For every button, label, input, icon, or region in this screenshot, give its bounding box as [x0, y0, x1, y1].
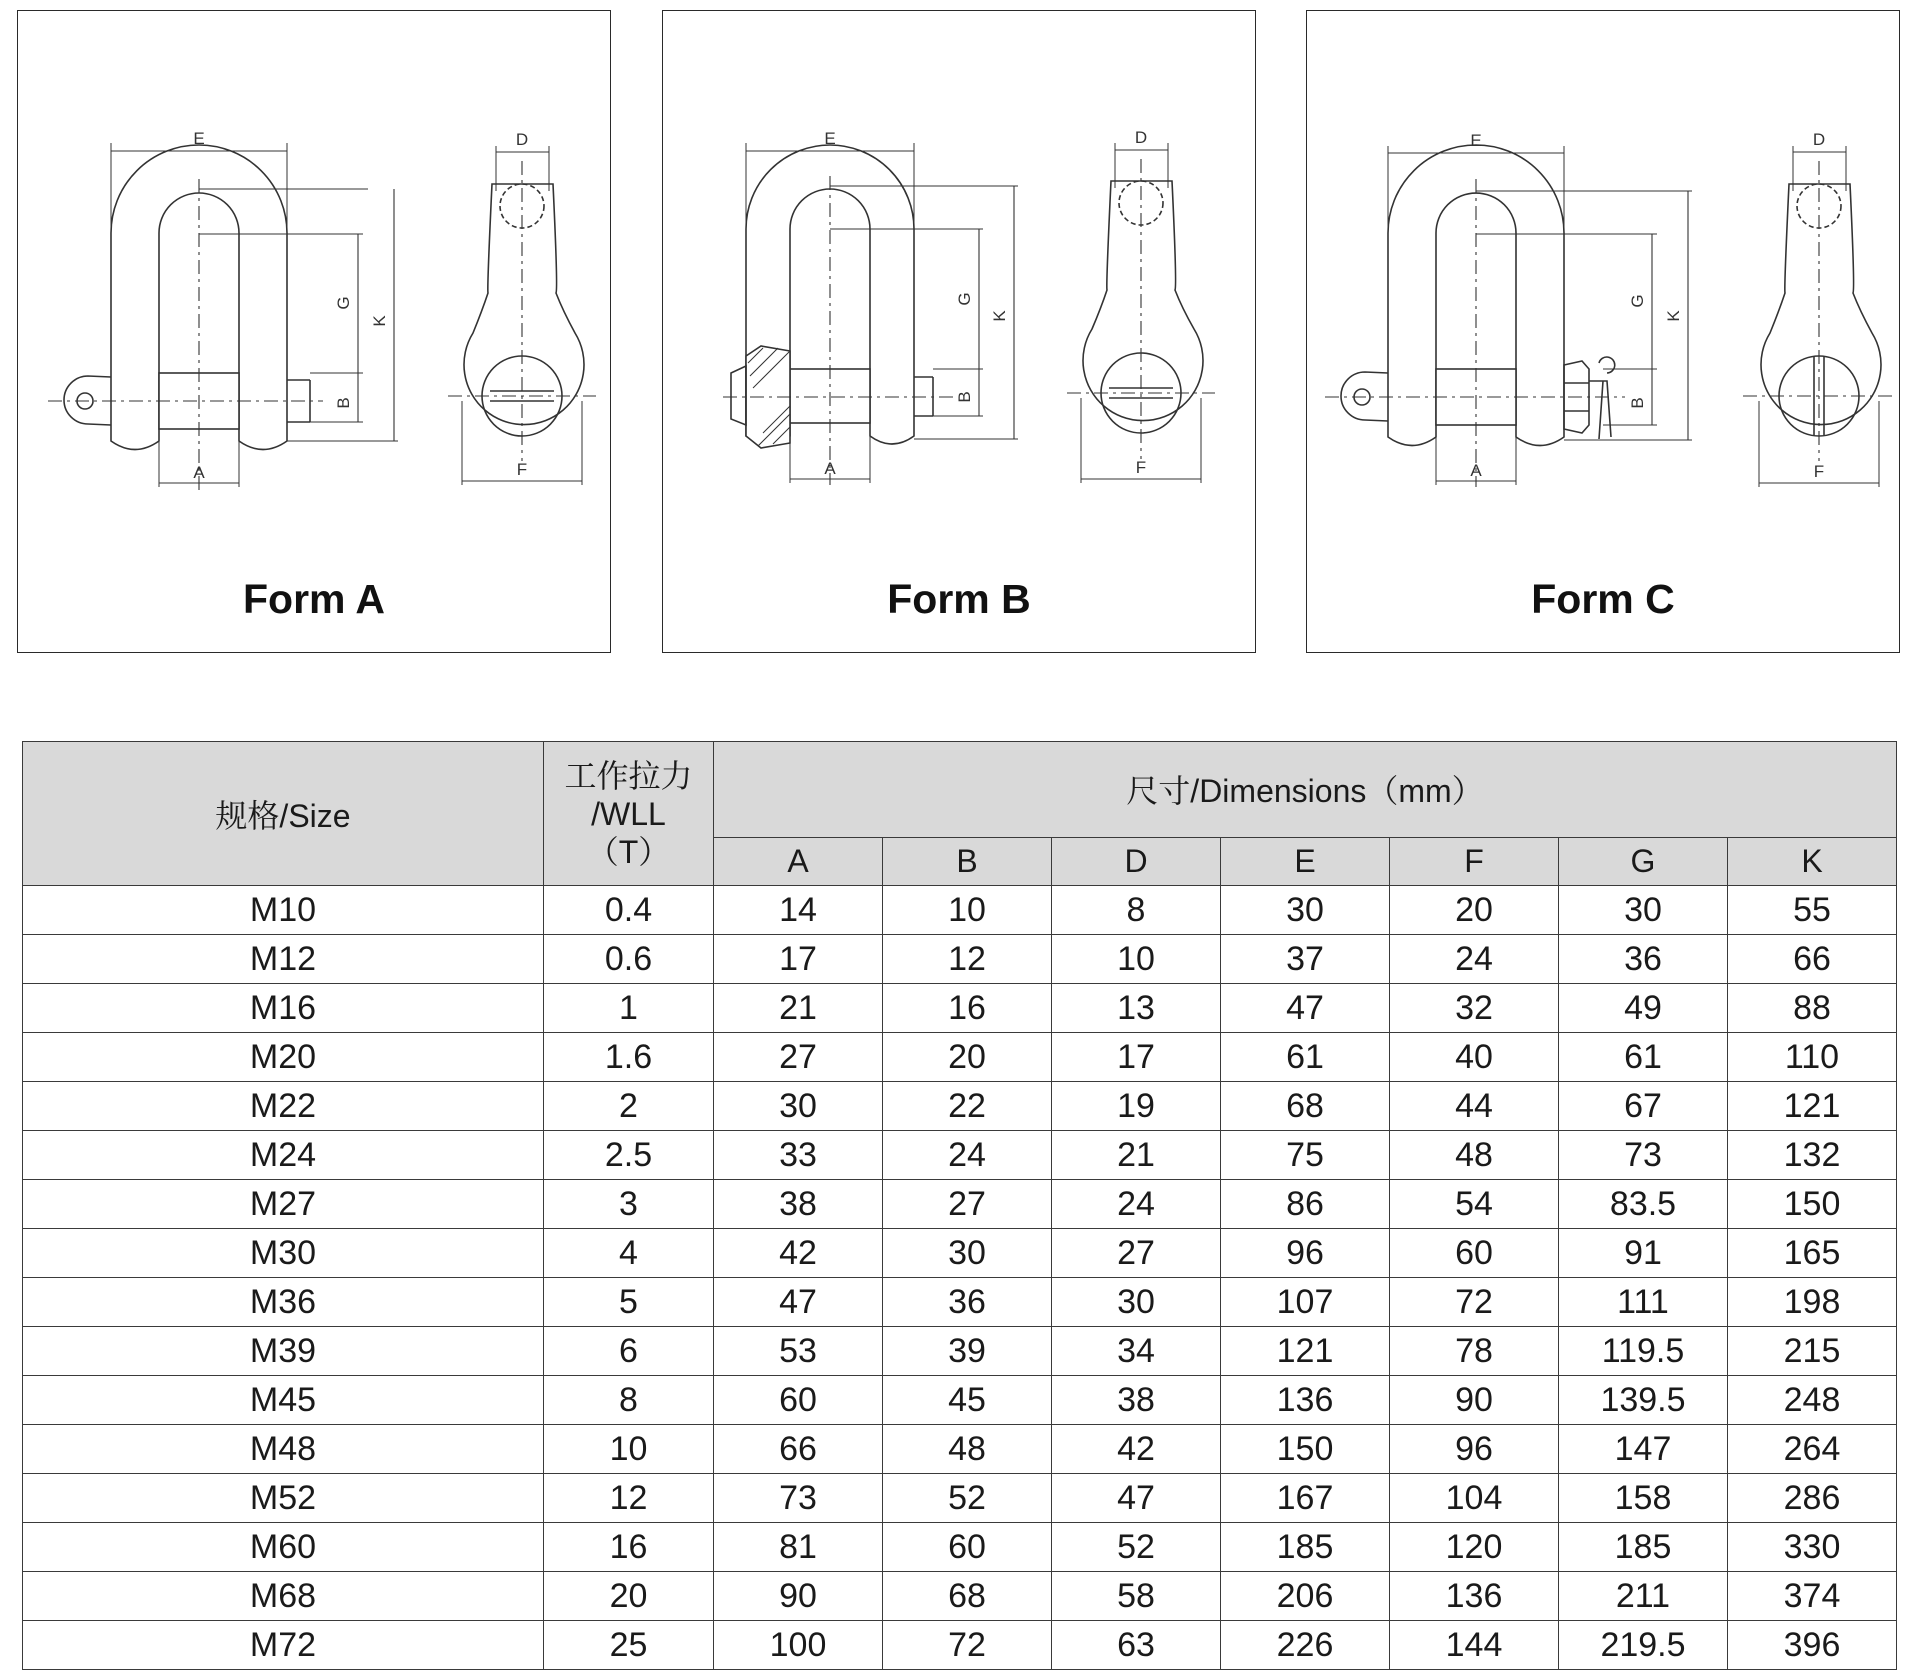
dimension-cell: 47 — [714, 1278, 883, 1327]
dimension-cell: 136 — [1390, 1572, 1559, 1621]
dim-label-b: B — [334, 397, 353, 409]
dimension-cell: 211 — [1559, 1572, 1728, 1621]
dimension-cell: 119.5 — [1559, 1327, 1728, 1376]
dimension-cell: 72 — [883, 1621, 1052, 1670]
dimension-cell: 48 — [883, 1425, 1052, 1474]
size-cell: M36 — [23, 1278, 544, 1327]
dimension-cell: 226 — [1221, 1621, 1390, 1670]
column-header-f: F — [1390, 837, 1559, 885]
size-cell: M24 — [23, 1131, 544, 1180]
dimension-cell: 20 — [1390, 886, 1559, 935]
dim-label-b: B — [1628, 397, 1647, 409]
dimension-cell: 27 — [883, 1180, 1052, 1229]
dimension-cell: 147 — [1559, 1425, 1728, 1474]
dimension-cell: 44 — [1390, 1082, 1559, 1131]
dimension-cell: 330 — [1728, 1523, 1897, 1572]
header-wll-line1: 工作拉力 — [564, 757, 693, 794]
table-row — [23, 1033, 1897, 1082]
dimension-cell: 45 — [883, 1376, 1052, 1425]
dimension-cell: 60 — [1390, 1229, 1559, 1278]
column-header-g: G — [1559, 837, 1728, 885]
dimension-cell: 66 — [714, 1425, 883, 1474]
wll-value-cell: 1.6 — [544, 1033, 714, 1082]
dim-label-b: B — [955, 391, 974, 403]
dimension-cell: 42 — [714, 1229, 883, 1278]
dimension-cell: 90 — [1390, 1376, 1559, 1425]
dimension-cell: 104 — [1390, 1474, 1559, 1523]
dimension-cell: 22 — [883, 1082, 1052, 1131]
table-row — [23, 1621, 1897, 1670]
header-dimensions: 尺寸/Dimensions（mm） — [714, 742, 1897, 838]
size-cell: M20 — [23, 1033, 544, 1082]
dim-label-a: A — [824, 459, 836, 478]
dimension-cell: 86 — [1221, 1180, 1390, 1229]
dimension-cell: 396 — [1728, 1621, 1897, 1670]
dimension-cell: 374 — [1728, 1572, 1897, 1621]
form-b-panel — [662, 10, 1256, 653]
dimension-cell: 21 — [1052, 1131, 1221, 1180]
form-b-title: Form B — [887, 576, 1031, 622]
dimension-cell: 121 — [1728, 1082, 1897, 1131]
dimension-cell: 34 — [1052, 1327, 1221, 1376]
form-c-title: Form C — [1531, 576, 1675, 622]
form-b-drawing — [663, 11, 1257, 654]
dimension-cell: 27 — [714, 1033, 883, 1082]
dimension-cell: 150 — [1221, 1425, 1390, 1474]
dimension-cell: 27 — [1052, 1229, 1221, 1278]
dim-label-k: K — [1664, 310, 1683, 322]
wll-value-cell: 16 — [544, 1523, 714, 1572]
dim-label-a: A — [193, 463, 205, 482]
wll-value-cell: 10 — [544, 1425, 714, 1474]
size-cell: M45 — [23, 1376, 544, 1425]
table-row — [23, 1180, 1897, 1229]
dimension-cell: 8 — [1052, 886, 1221, 935]
dimension-cell: 52 — [883, 1474, 1052, 1523]
size-cell: M52 — [23, 1474, 544, 1523]
side-view-outline — [1083, 181, 1203, 421]
form-a-drawing — [18, 11, 612, 654]
table-row — [23, 886, 1897, 935]
dim-label-k: K — [990, 310, 1009, 322]
dim-label-e: E — [1470, 131, 1482, 150]
dimension-cell: 68 — [1221, 1082, 1390, 1131]
dimension-cell: 60 — [883, 1523, 1052, 1572]
dimension-cell: 30 — [883, 1229, 1052, 1278]
dimension-cell: 90 — [714, 1572, 883, 1621]
table-row — [23, 1131, 1897, 1180]
dimension-cell: 49 — [1559, 984, 1728, 1033]
dim-label-e: E — [824, 129, 836, 148]
wll-value-cell: 2 — [544, 1082, 714, 1131]
dimension-cell: 219.5 — [1559, 1621, 1728, 1670]
wll-value-cell: 1 — [544, 984, 714, 1033]
dimension-cell: 53 — [714, 1327, 883, 1376]
size-cell: M68 — [23, 1572, 544, 1621]
size-cell: M48 — [23, 1425, 544, 1474]
dimension-cell: 110 — [1728, 1033, 1897, 1082]
dim-label-d: D — [515, 130, 529, 149]
size-cell: M27 — [23, 1180, 544, 1229]
dimension-cell: 264 — [1728, 1425, 1897, 1474]
dimension-cell: 12 — [883, 935, 1052, 984]
dimension-cell: 165 — [1728, 1229, 1897, 1278]
wll-value-cell: 2.5 — [544, 1131, 714, 1180]
size-cell: M16 — [23, 984, 544, 1033]
table-row — [23, 1425, 1897, 1474]
dim-label-d: D — [1812, 130, 1826, 149]
dimension-cell: 33 — [714, 1131, 883, 1180]
dimension-cell: 91 — [1559, 1229, 1728, 1278]
wll-value-cell: 25 — [544, 1621, 714, 1670]
dimension-cell: 19 — [1052, 1082, 1221, 1131]
table-row — [23, 1229, 1897, 1278]
dim-label-g: G — [1628, 294, 1647, 308]
dimension-cell: 68 — [883, 1572, 1052, 1621]
dimension-cell: 42 — [1052, 1425, 1221, 1474]
dimension-cell: 58 — [1052, 1572, 1221, 1621]
dim-label-d: D — [1134, 128, 1148, 147]
dimension-cell: 100 — [714, 1621, 883, 1670]
dimension-cell: 75 — [1221, 1131, 1390, 1180]
size-cell: M39 — [23, 1327, 544, 1376]
form-c-drawing — [1307, 11, 1901, 654]
dimension-cell: 96 — [1390, 1425, 1559, 1474]
dim-label-f: F — [516, 460, 528, 479]
form-a-title: Form A — [243, 576, 385, 622]
dimension-cell: 61 — [1221, 1033, 1390, 1082]
dimension-cell: 13 — [1052, 984, 1221, 1033]
dimension-cell: 54 — [1390, 1180, 1559, 1229]
wll-value-cell: 6 — [544, 1327, 714, 1376]
dimension-cell: 121 — [1221, 1327, 1390, 1376]
dim-label-a: A — [1470, 461, 1482, 480]
size-cell: M12 — [23, 935, 544, 984]
wll-value-cell: 5 — [544, 1278, 714, 1327]
dimension-cell: 20 — [883, 1033, 1052, 1082]
dimension-cell: 107 — [1221, 1278, 1390, 1327]
table-row — [23, 1572, 1897, 1621]
dimension-cell: 67 — [1559, 1082, 1728, 1131]
header-wll-line3: （T） — [586, 833, 671, 870]
table-row — [23, 935, 1897, 984]
dimension-cell: 78 — [1390, 1327, 1559, 1376]
column-header-e: E — [1221, 837, 1390, 885]
dimension-cell: 37 — [1221, 935, 1390, 984]
table-row — [23, 1523, 1897, 1572]
dimension-cell: 139.5 — [1559, 1376, 1728, 1425]
dimension-cell: 39 — [883, 1327, 1052, 1376]
dimension-cell: 72 — [1390, 1278, 1559, 1327]
wll-value-cell: 0.4 — [544, 886, 714, 935]
dimension-cell: 30 — [714, 1082, 883, 1131]
dimension-cell: 17 — [1052, 1033, 1221, 1082]
column-header-a: A — [714, 837, 883, 885]
dimension-cell: 30 — [1052, 1278, 1221, 1327]
dimension-cell: 30 — [1221, 886, 1390, 935]
dim-label-f: F — [1813, 462, 1825, 481]
dimension-cell: 286 — [1728, 1474, 1897, 1523]
wll-value-cell: 20 — [544, 1572, 714, 1621]
dimension-cell: 88 — [1728, 984, 1897, 1033]
dimension-cell: 81 — [714, 1523, 883, 1572]
dimension-cell: 40 — [1390, 1033, 1559, 1082]
dimension-cell: 248 — [1728, 1376, 1897, 1425]
dim-label-g: G — [955, 292, 974, 306]
dimension-cell: 63 — [1052, 1621, 1221, 1670]
dimension-cell: 158 — [1559, 1474, 1728, 1523]
dimension-cell: 83.5 — [1559, 1180, 1728, 1229]
dimension-cell: 48 — [1390, 1131, 1559, 1180]
header-wll — [544, 742, 714, 886]
dim-label-g: G — [334, 296, 353, 310]
dimension-cell: 32 — [1390, 984, 1559, 1033]
dimension-cell: 36 — [1559, 935, 1728, 984]
dimension-cell: 36 — [883, 1278, 1052, 1327]
dimension-cell: 185 — [1221, 1523, 1390, 1572]
column-header-k: K — [1728, 837, 1897, 885]
wll-value-cell: 4 — [544, 1229, 714, 1278]
dimension-cell: 24 — [1390, 935, 1559, 984]
dim-label-f: F — [1135, 458, 1147, 477]
dimension-cell: 60 — [714, 1376, 883, 1425]
dimension-cell: 96 — [1221, 1229, 1390, 1278]
size-cell: M30 — [23, 1229, 544, 1278]
dimension-cell: 185 — [1559, 1523, 1728, 1572]
size-cell: M22 — [23, 1082, 544, 1131]
dimension-cell: 17 — [714, 935, 883, 984]
wll-value-cell: 0.6 — [544, 935, 714, 984]
dimension-cell: 206 — [1221, 1572, 1390, 1621]
size-cell: M10 — [23, 886, 544, 935]
dimension-cell: 215 — [1728, 1327, 1897, 1376]
header-wll-line2: /WLL — [591, 795, 666, 832]
dimension-cell: 47 — [1221, 984, 1390, 1033]
size-cell: M72 — [23, 1621, 544, 1670]
dimension-cell: 47 — [1052, 1474, 1221, 1523]
dimension-cell: 14 — [714, 886, 883, 935]
dimension-cell: 144 — [1390, 1621, 1559, 1670]
dimension-cell: 73 — [1559, 1131, 1728, 1180]
dimension-cell: 66 — [1728, 935, 1897, 984]
shackle-spec-table — [22, 741, 1897, 1670]
dimension-cell: 10 — [883, 886, 1052, 935]
dimension-cell: 16 — [883, 984, 1052, 1033]
dimension-cell: 21 — [714, 984, 883, 1033]
form-c-panel — [1306, 10, 1900, 653]
dimension-cell: 132 — [1728, 1131, 1897, 1180]
dimension-cell: 24 — [883, 1131, 1052, 1180]
column-header-d: D — [1052, 837, 1221, 885]
dimension-cell: 136 — [1221, 1376, 1390, 1425]
size-cell: M60 — [23, 1523, 544, 1572]
table-row — [23, 1474, 1897, 1523]
dim-label-e: E — [193, 129, 205, 148]
table-row — [23, 984, 1897, 1033]
dimension-cell: 198 — [1728, 1278, 1897, 1327]
dimension-cell: 38 — [1052, 1376, 1221, 1425]
dim-label-k: K — [370, 315, 389, 327]
header-size: 规格/Size — [23, 742, 544, 886]
dimension-cell: 111 — [1559, 1278, 1728, 1327]
table-row — [23, 1327, 1897, 1376]
dimension-cell: 55 — [1728, 886, 1897, 935]
dimension-cell: 52 — [1052, 1523, 1221, 1572]
dimension-cell: 167 — [1221, 1474, 1390, 1523]
dimension-cell: 73 — [714, 1474, 883, 1523]
table-row — [23, 1082, 1897, 1131]
form-a-panel — [17, 10, 611, 653]
table-row — [23, 1278, 1897, 1327]
dimension-cell: 30 — [1559, 886, 1728, 935]
dimension-cell: 61 — [1559, 1033, 1728, 1082]
dimension-cell: 10 — [1052, 935, 1221, 984]
dimension-cell: 150 — [1728, 1180, 1897, 1229]
dimension-cell: 38 — [714, 1180, 883, 1229]
wll-value-cell: 8 — [544, 1376, 714, 1425]
dimension-cell: 120 — [1390, 1523, 1559, 1572]
dimension-cell: 24 — [1052, 1180, 1221, 1229]
table-row — [23, 1376, 1897, 1425]
wll-value-cell: 3 — [544, 1180, 714, 1229]
column-header-b: B — [883, 837, 1052, 885]
wll-value-cell: 12 — [544, 1474, 714, 1523]
